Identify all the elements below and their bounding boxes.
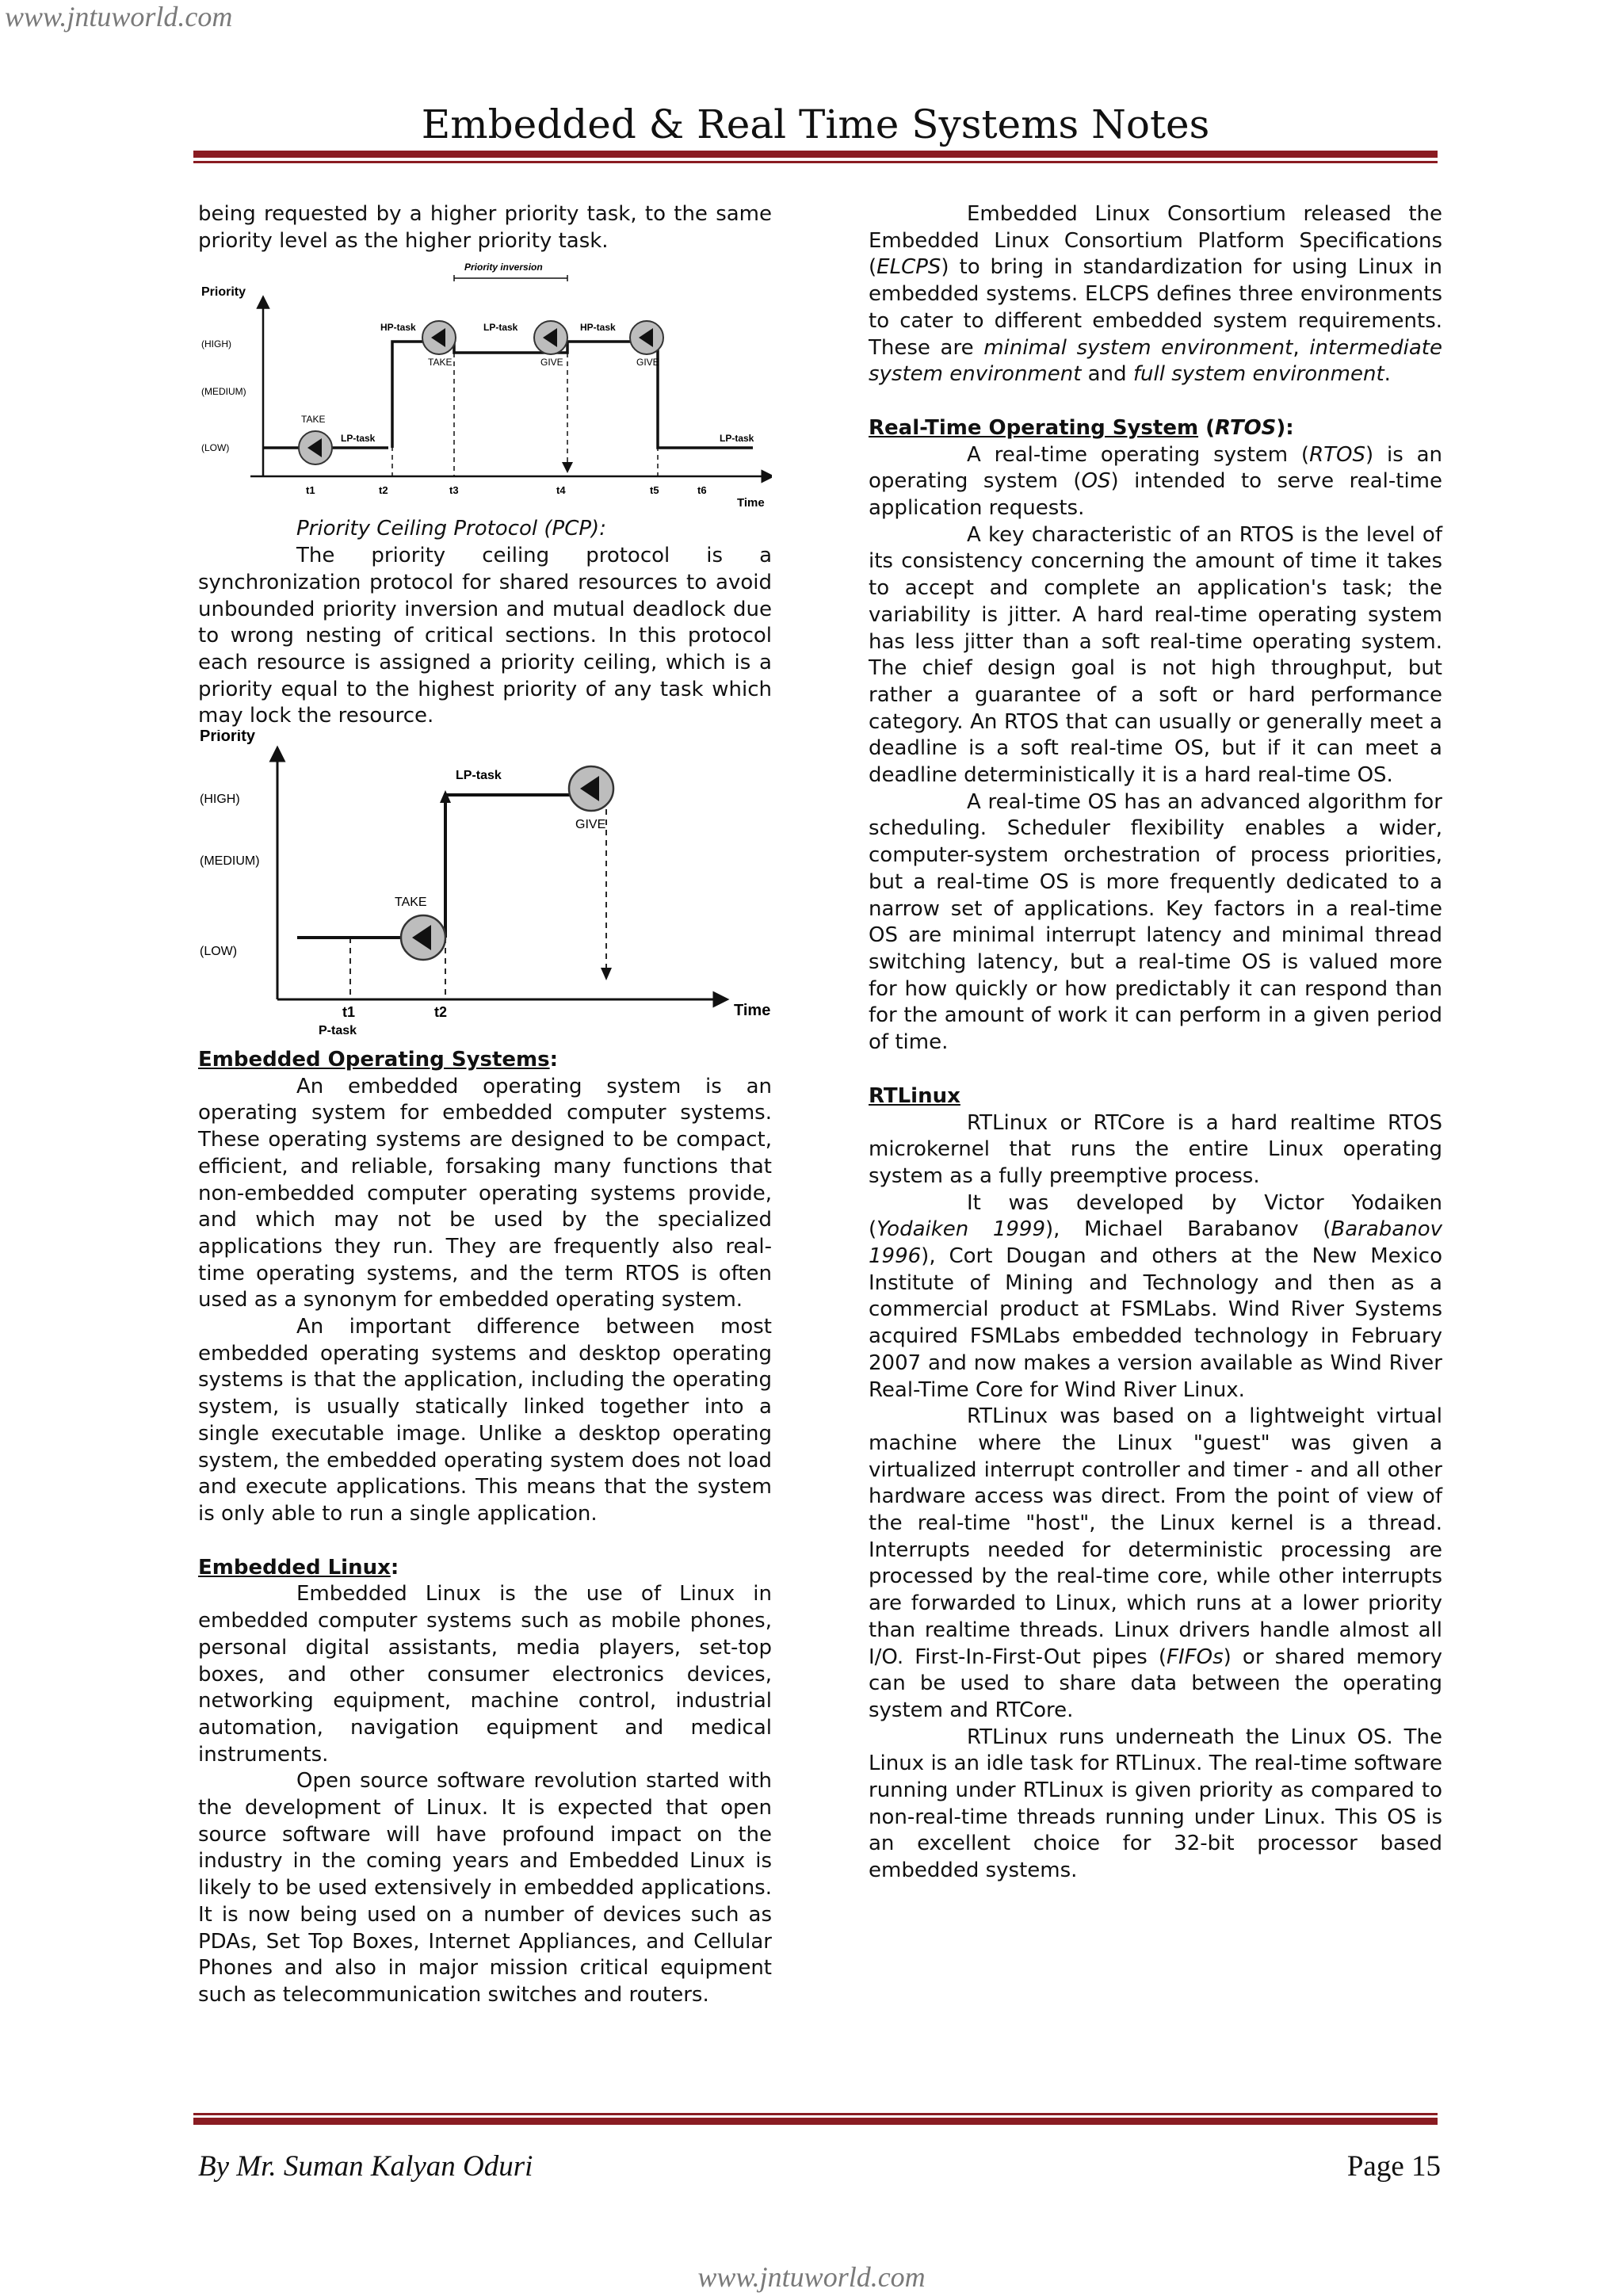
fig1-task-hp-1: HP-task (380, 322, 416, 334)
rtlinux-paragraph-4: RTLinux runs underneath the Linux OS. The Linux is an idle task for RTLinux. The real-time software running under RTLinux is given priority as compared to non-real-time threads running under Linux. This OS is an excellent choice for 32-bit processor based embedded systems. (869, 1725, 1442, 1883)
fig2-give-icon (569, 766, 613, 811)
fig1-tick-t3: t3 (449, 484, 459, 497)
fig1-tick-t5: t5 (650, 484, 659, 497)
fig1-tick-t6: t6 (697, 484, 707, 497)
fig1-give-icon-1 (534, 321, 567, 354)
rtos-heading: Real-Time Operating System (RTOS): (869, 415, 1294, 440)
rtos-paragraph-3: A real-time OS has an advanced algorithm for scheduling. Scheduler flexibility enables a wider, computer-system orchestration of process priorities, but a real-time OS is more frequently dedicated to a narrow set of applications. Key factors in a real-time OS are minimal interrupt latency and minimal thread switching latency, but a real-time OS is valued more for how quickly or how predictably it can respond than for the amount of work it can perform in a given period of time. (869, 789, 1442, 1055)
eos-paragraph-1: An embedded operating system is an operating system for embedded computer systems. These operating systems are designed to be compact, efficient, and reliable, forsaking many functions that non-embedded computer operating systems provide, and which may not be used by the specialized applications they run. They are frequently also real-time operating systems, and the term RTOS is often used as a synonym for embedded operating system. (198, 1074, 772, 1312)
fig1-tick-t2: t2 (379, 484, 388, 497)
fig1-tick-t1: t1 (306, 484, 315, 497)
rtlinux-paragraph-3: RTLinux was based on a lightweight virtual machine where the Linux "guest" was given a virtualized interrupt controller and timer - and all other hardware access was direct. From the point of view of the real-time "host", the Linux kernel is a thread. Interrupts needed for deterministic processing are processed by the real-time core, while other interrupts are forwarded to Linux, which runs at a lower priority than realtime threads. Linux drivers handle almost all I/O. First-In-First-Out pipes (FIFOs) or shared memory can be used to share data between the operating system and RTCore. (869, 1404, 1442, 1722)
header-rule-thick (193, 151, 1438, 158)
footer-page-number: Page 15 (1346, 2150, 1441, 2183)
fig1-task-lp-low-2: LP-task (720, 433, 754, 445)
fig1-bracket-label: Priority inversion (464, 262, 543, 273)
eos-heading: Embedded Operating Systems: (198, 1048, 559, 1072)
fig1-event-give-2: GIVE (636, 357, 659, 369)
fig2-axis-y: Priority (200, 730, 256, 746)
fig1-event-take-high: TAKE (428, 357, 453, 369)
el-paragraph-2: Open source software revolution started with the development of Linux. It is expected that open source software will have profound impact on the industry in the coming years and Embedded Linux is likely to be used extensively in embedded applications. It is now being used on a number of devices such as PDAs, Set Top Boxes, Internet Appliances, and Cellular Phones and also in major mission critical equipment such as telecommunication switches and routers. (198, 1769, 772, 2007)
fig1-event-give-1: GIVE (540, 357, 563, 369)
intro-paragraph: being requested by a higher priority task, to the same priority level as the higher priority task. (198, 202, 772, 253)
rtlinux-heading: RTLinux (869, 1083, 960, 1108)
fig1-axis-y: Priority (201, 285, 246, 300)
el-paragraph-1: Embedded Linux is the use of Linux in embedded computer systems such as mobile phones, personal digital assistants, media players, set-top boxes, and other consumer electronics devices, networking equipment, machine control, industrial automation, navigation equipment and medical instruments. (198, 1582, 772, 1767)
rtlinux-paragraph-2: It was developed by Victor Yodaiken (Yodaiken 1999), Michael Barabanov (Barabanov 1996), Cort Dougan and others at the New Mexico Institute of Mining and Technology and then as a commercial product at FSMLabs. Wind River Systems acquired FSMLabs embedded technology in February 2007 and now makes a version available as Wind River Real-Time Core for Wind River Linux. (869, 1190, 1442, 1402)
fig2-level-low: (LOW) (200, 945, 238, 959)
pcp-caption: Priority Ceiling Protocol (PCP): (296, 517, 606, 541)
fig2-take-icon (401, 915, 445, 960)
rtos-paragraph-2: A key characteristic of an RTOS is the level of its consistency concerning the amount of time it takes to accept and complete an application's task; the variability is jitter. A hard real-time operating system has less jitter than a soft real-time operating system. The chief design goal is not high throughput, but rather a guarantee of a soft or hard performance category. An RTOS that can usually or generally meet a deadline is a soft real-time OS, but if it can meet a deadline deterministically it is a hard real-time OS. (869, 522, 1442, 788)
fig1-tick-t4: t4 (556, 484, 566, 497)
fig1-event-take-low: TAKE (301, 414, 326, 426)
fig2-axis-x: Time (734, 1002, 771, 1020)
fig1-task-hp-2: HP-task (580, 322, 616, 334)
fig2-level-high: (HIGH) (200, 793, 240, 807)
fig2-event-take: TAKE (395, 896, 427, 910)
footer-author: By Mr. Suman Kalyan Oduri (198, 2150, 533, 2183)
priority-ceiling-figure (198, 730, 772, 1039)
fig1-axis-x: Time (737, 496, 765, 510)
el-heading: Embedded Linux: (198, 1555, 399, 1580)
header-rule-thin (193, 161, 1438, 163)
fig1-task-lp-1: LP-task (483, 322, 518, 334)
fig1-take-icon-low (299, 431, 332, 464)
elc-paragraph: Embedded Linux Consortium released the Embedded Linux Consortium Platform Specifications (ELCPS) to bring in standardization for using Linux in embedded systems. ELCPS defines three environments to cater to different embedded system requirements. These are minimal system environment, intermediate system environment and full system environment. (869, 202, 1442, 387)
eos-paragraph-2: An important difference between most embedded operating systems and desktop operating systems is that the application, including the operating system, is usually statically linked together into a single executable image. Unlike a desktop operating system, the embedded operating system does not load and execute applications. This means that the system is only able to run a single application. (198, 1315, 772, 1526)
left-column (198, 201, 772, 2009)
fig2-tick-t2: t2 (434, 1004, 448, 1021)
right-column (869, 201, 1442, 1885)
fig2-task-lp: LP-task (456, 769, 502, 783)
fig1-level-medium: (MEDIUM) (201, 386, 246, 398)
fig2-sub-ptask: P-task (319, 1024, 357, 1038)
rtlinux-paragraph-1: RTLinux or RTCore is a hard realtime RTOS microkernel that runs the entire Linux operating system as a fully preemptive process. (869, 1110, 1442, 1188)
fig2-event-give: GIVE (575, 818, 606, 832)
pcp-paragraph: The priority ceiling protocol is a synchronization protocol for shared resources to avoid unbounded priority inversion and mutual deadlock due to wrong nesting of critical sections. In this protocol each resource is assigned a priority ceiling, which is a priority equal to the highest priority of any task which may lock the resource. (198, 544, 772, 728)
fig2-level-medium: (MEDIUM) (200, 854, 260, 869)
fig2-tick-t1: t1 (342, 1004, 356, 1021)
fig1-level-high: (HIGH) (201, 338, 231, 350)
fig1-take-icon-high (422, 321, 456, 354)
priority-inversion-figure (198, 254, 772, 516)
rtos-paragraph-1: A real-time operating system (RTOS) is an operating system (OS) intended to serve real-time application requests. (869, 442, 1443, 521)
watermark-top: www.jntuworld.com (5, 1, 233, 32)
fig1-task-lp-low-1: LP-task (341, 433, 376, 445)
footer-rule-thick (193, 2118, 1438, 2125)
watermark-bottom: www.jntuworld.com (697, 2261, 926, 2293)
fig1-timeline (263, 342, 753, 448)
fig2-timeline (297, 795, 586, 938)
fig1-level-low: (LOW) (201, 442, 230, 454)
page-title: Embedded & Real Time Systems Notes (421, 101, 1210, 147)
fig1-give-icon-2 (630, 321, 663, 354)
footer-rule-thin (193, 2113, 1438, 2115)
